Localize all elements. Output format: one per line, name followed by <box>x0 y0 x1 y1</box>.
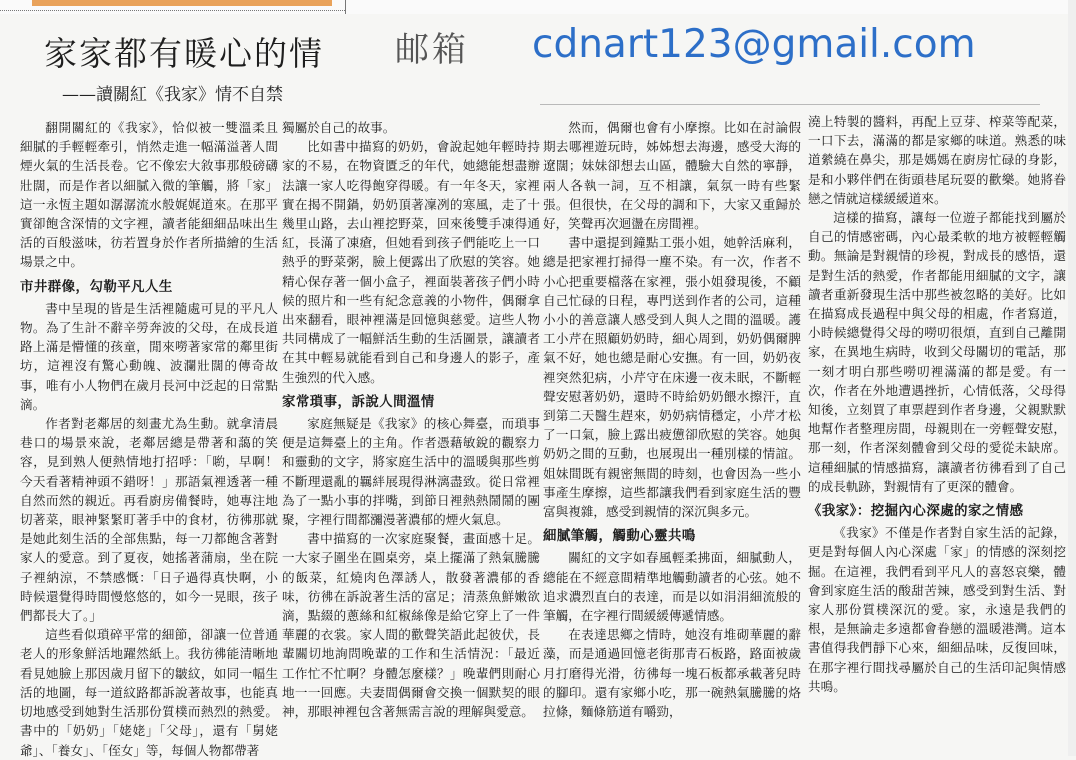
article-column-3 <box>543 118 801 738</box>
paragraph: 這些看似瑣碎平常的細節，卻讓一位普通老人的形象鮮活地躍然紙上。我彷彿能清晰地看見她臉上那因歲月留下的皺紋，如同一幅生活的地圖，每一道紋路都訴說著故事，也能真切地感受到她對生活那份質樸而熱烈的熱愛。書中的「奶奶」「姥姥」「父母」，還有「舅姥爺」、「養女」、「侄女」等，每個人物都帶著 <box>20 627 278 758</box>
vertical-divider <box>345 0 346 14</box>
paragraph: 《我家》不僅是作者對自家生活的記錄，更是對每個人內心深處「家」的情感的深刻挖掘。在這裡，我們看到平凡人的喜怒哀樂，體會到家庭生活的酸甜苦辣，感受到對生活、對家人那份質樸深沉的愛。家，永遠是我們的根，是無論走多遠都會眷戀的溫暖港灣。這本書值得我們靜下心來，細細品味，反復回味，在那字裡行間找尋屬於自己的生活印記與情感共鳴。 <box>808 525 1066 694</box>
dotted-divider <box>0 10 345 11</box>
paragraph: 作者對老鄰居的刻畫尤為生動。就拿清晨巷口的場景來說，老鄰居總是帶著和藹的笑容，見到熟人便熱情地打招呼：「喲，早啊！今天看著精神頭不錯呀！」那語氣裡透著一種自然而然的親近。再看廚房備餐時，她專注地切著菜，眼神緊緊盯著手中的食材，彷彿那就是她此刻生活的全部焦點，每一刀都飽含著對家人的愛意。到了夏夜，她搖著蒲扇，坐在院子裡納涼，不禁感慨：「日子過得真快啊，小時候還覺得時間慢悠悠的，如今一晃眼，孩子們都長大了。」 <box>20 416 278 624</box>
paragraph: 關紅的文字如春風輕柔拂面，細膩動人，總能在不經意間精準地觸動讀者的心弦。她不追求濃烈直白的表達，而是以如涓涓細流般的筆觸，在字裡行間緩緩傳遞情感。 <box>543 550 801 624</box>
section-heading: 《我家》：挖掘內心深處的家之情感 <box>808 504 1024 520</box>
article-subtitle: ——讀關紅《我家》情不自禁 <box>62 85 283 105</box>
page-edge <box>1068 0 1076 756</box>
paragraph: 書中呈現的皆是生活裡隨處可見的平凡人物。為了生計不辭辛勞奔波的父母，在成長道路上滿是懵懂的孩童，閒來嘮著家常的鄰里街坊，這裡沒有驚心動魄、波瀾壯闊的傳奇故事，唯有小人物們在歲月長河中泛起的日常點滴。 <box>20 300 278 412</box>
paragraph: 書中還提到鐘點工張小姐，她幹活麻利，總是把家裡打掃得一塵不染。有一次，作者不小心把重要檔落在家裡，張小姐發現後，不顧自己忙碌的日程，專門送到作者的公司，這種小小的善意讓人感受到人與人之間的溫暖。護工小芹在照顧奶奶時，細心周到，奶奶偶爾脾氣不好，她也總是耐心安撫。有一回，奶奶夜裡突然犯病，小芹守在床邊一夜未眠，不斷輕聲安慰著奶奶，還時不時給奶奶餵水擦汗，直到第二天醫生趕來，奶奶病情穩定，小芹才松了一口氣，臉上露出疲憊卻欣慰的笑容。她與奶奶之間的互動，也展現出一種別樣的情誼。姐妹間既有親密無間的時刻，也會因為一些小事產生摩擦，這些都讓我們看到家庭生活的豐富與複雜，感受到親情的深沉與多元。 <box>543 235 801 520</box>
paragraph: 翻開關紅的《我家》，恰似被一雙溫柔且細膩的手輕輕牽引，悄然走進一幅滿溢著人間煙火氣的生活長卷。它不像宏大敘事那般磅礴壯闊，而是作者以細膩入微的筆觸，將「家」這一永恆主題如潺潺流水般娓娓道來。在那平實卻飽含深情的文字裡，讀者能細細品味出生活的百般滋味，彷若置身於作者所描繪的生活場景之中。 <box>20 120 278 270</box>
mailbox-label: 邮箱 <box>395 30 469 70</box>
paragraph: 書中描寫的一次家庭聚餐，畫面感十足。一大家子圍坐在圓桌旁，桌上擺滿了熱氣騰騰的飯菜，紅燒肉色澤誘人，散發著濃郁的香味，彷彿在訴說著生活的富足；清蒸魚鮮嫩欲滴，點綴的蔥絲和紅椒絲像是給它穿上了一件華麗的衣裳。家人間的歡聲笑語此起彼伏，長輩關切地詢問晚輩的工作和生活情況：「最近工作忙不忙啊？身體怎麼樣？」晚輩們則耐心地一一回應。夫妻間偶爾會交換一個默契的眼神，那眼神裡包含著無需言說的理解與愛意。 <box>282 531 540 720</box>
section-heading: 細膩筆觸，觸動心靈共鳴 <box>543 529 696 545</box>
section-heading: 市井群像，勾勒平凡人生 <box>20 279 173 295</box>
paragraph: 在表達思鄉之情時，她沒有堆砌華麗的辭藻，而是通過回憶老街那青石板路，路面被歲月打磨得光滑，彷彿每一塊石板都承載著兒時的腳印。還有家鄉小吃，那一碗熱氣騰騰的烙拉條，麵條筋道有嚼勁， <box>543 627 801 720</box>
section-heading: 家常瑣事，訴說人間溫情 <box>282 394 435 410</box>
paragraph: 這樣的描寫，讓每一位遊子都能找到屬於自己的情感密碼，內心最柔軟的地方被輕輕觸動。無論是對親情的珍視，對成長的感悟，還是對生活的熱愛，作者都能用細膩的文字，讓讀者重新發現生活中那些被忽略的美好。比如在描寫成長過程中與父母的相處，作者寫道，小時候總覺得父母的嘮叨很煩，直到自己離開家，在異地生病時，收到父母關切的電話，那一刻才明白那些嘮叨裡滿滿的都是愛。有一次，作者在外地遭遇挫折，心情低落，父母得知後，立刻買了車票趕到作者身邊，父親默默地幫作者整理房間，母親則在一旁輕聲安慰，那一刻，作者深刻體會到父母的愛從未缺席。這種細膩的情感描寫，讓讀者彷彿看到了自己的成長軌跡，對親情有了更深的體會。 <box>808 210 1066 494</box>
article-title: 家家都有暖心的情 <box>44 34 324 73</box>
article-column-1 <box>20 118 278 758</box>
paragraph: 然而，偶爾也會有小摩擦。比如在討論假期去哪裡遊玩時，姊姊想去海邊，感受大海的遼闊；妹妹卻想去山區，體驗大自然的寧靜，兩人各執一詞，互不相讓，氣氛一時有些緊張。但很快，在父母的調和下，大家又重歸於好，笑聲再次迴盪在房間裡。 <box>543 120 801 232</box>
article-column-2 <box>282 118 540 738</box>
paragraph: 澆上特製的醬料，再配上豆芽、榨菜等配菜，一口下去，滿滿的都是家鄉的味道。熟悉的味道縈繞在鼻尖，那是媽媽在廚房忙碌的身影，是和小夥伴們在街頭巷尾玩耍的歡樂。她將眷戀之情就這樣緩緩道來。 <box>808 114 1066 206</box>
paragraph: 獨屬於自己的故事。 <box>282 120 396 135</box>
orange-header-bar <box>32 0 332 6</box>
header-rule <box>540 104 1040 105</box>
email-address[interactable]: cdnart123@gmail.com <box>532 22 976 67</box>
paragraph: 家庭無疑是《我家》的核心舞臺，而瑣事便是這舞臺上的主角。作者憑藉敏銳的觀察力和靈動的文字，將家庭生活中的溫暖與那些剪不斷理還亂的羈絆展現得淋漓盡致。從日常裡為了一點小事的拌嘴，到節日裡熱熱鬧鬧的團聚，字裡行間都瀰漫著濃郁的煙火氣息。 <box>282 416 540 528</box>
paragraph: 比如書中描寫的奶奶，會說起她年輕時持家的不易，在物資匱乏的年代，她總能想盡辦法讓一家人吃得飽穿得暖。有一年冬天，家裡實在揭不開鍋，奶奶頂著凜冽的寒風，走了十幾里山路，去山裡挖野菜，回來後雙手凍得通紅，長滿了凍瘡，但她看到孩子們能吃上一口熱乎的野菜粥，臉上便露出了欣慰的笑容。她精心保存著一個小盒子，裡面裝著孩子們小時候的照片和一些有紀念意義的小物件，偶爾拿出來翻看，眼神裡滿是回憶與慈愛。這些人物共同構成了一幅鮮活生動的生活圖景，讓讀者在其中輕易就能看到自己和身邊人的影子，產生強烈的代入感。 <box>282 139 540 385</box>
article-column-4 <box>808 112 1066 712</box>
